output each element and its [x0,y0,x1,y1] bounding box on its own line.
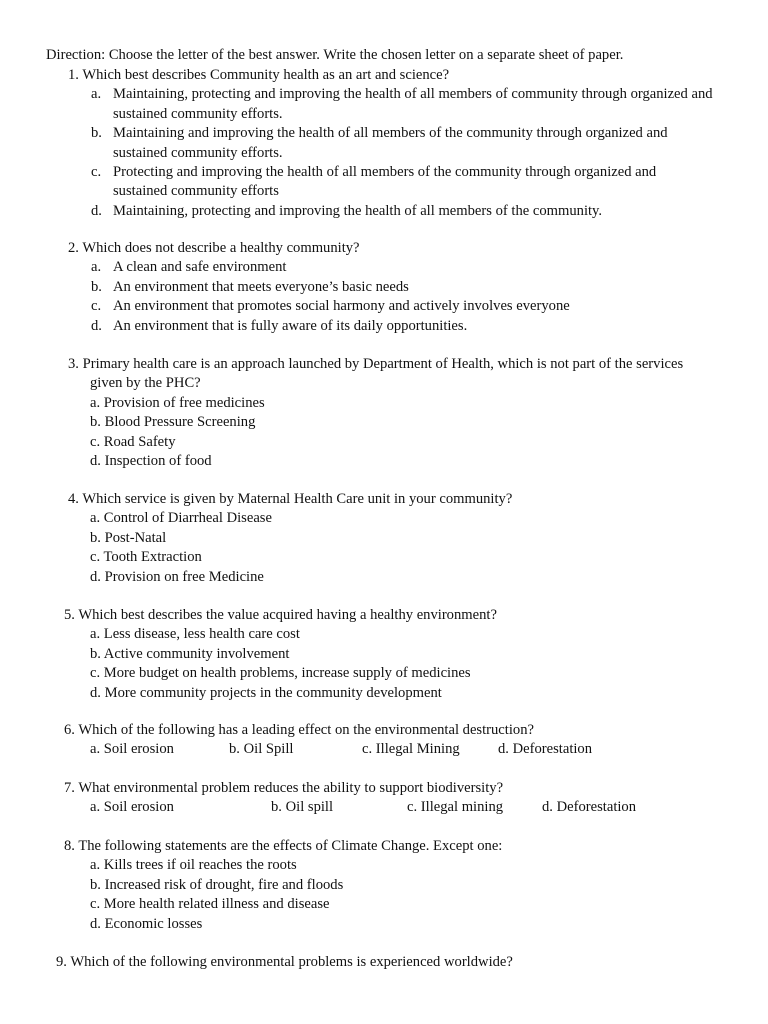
option-d: d. More community projects in the community development [90,684,442,701]
option-b: b. An environment that meets everyone’s basic needs [91,278,409,295]
option-c: c. An environment that promotes social harmony and actively involves everyone [91,298,570,315]
question-9 [56,953,513,972]
option-b: b. Post-Natal [90,529,167,546]
question-stem: 2. Which does not describe a healthy community? [68,240,360,256]
options-list [91,258,570,336]
options-list [90,856,502,934]
question-8 [64,837,502,934]
question-stem: 4. Which service is given by Maternal Health Care unit in your community? [68,491,513,507]
question-1 [68,66,713,221]
options-list [90,625,497,703]
question-2 [68,239,570,336]
question-stem-continued: given by the PHC? [90,375,201,392]
option-c: c. Illegal mining [407,799,504,816]
question-5 [64,606,497,703]
option-d: d. Deforestation [498,741,593,758]
question-6 [64,721,592,760]
option-c: c. Illegal Mining [362,741,460,758]
directions-text: Direction: Choose the letter of the best answer. Write the chosen letter on a separate sheet of paper. [46,47,624,63]
option-a: a. Soil erosion [90,741,174,758]
option-d: d. An environment that is fully aware of its daily opportunities. [91,317,468,334]
option-d: d. Economic losses [90,915,203,932]
option-c: c. More health related illness and disease [90,896,330,913]
question-stem: 8. The following statements are the effects of Climate Change. Except one: [64,838,503,854]
option-d: d. Provision on free Medicine [90,568,264,585]
option-b: b. Increased risk of drought, fire and floods [90,876,344,893]
question-3 [68,355,683,471]
option-a: a. Provision of free medicines [90,394,265,411]
question-stem: 3. Primary health care is an approach launched by Department of Health, which is not part of the services [68,356,684,372]
option-c: c. Road Safety [90,433,176,450]
question-stem: 6. Which of the following has a leading effect on the environmental destruction? [64,722,534,738]
option-d: d. Deforestation [542,799,637,816]
question-7 [64,779,636,818]
option-c: c. Tooth Extraction [90,549,202,566]
question-stem: 7. What environmental problem reduces the ability to support biodiversity? [64,780,504,796]
options-list [90,394,683,472]
option-c: c. More budget on health problems, increase supply of medicines [90,665,471,682]
option-a: a. Soil erosion [90,799,174,816]
question-stem: 1. Which best describes Community health as an art and science? [68,67,450,83]
option-b: b. Blood Pressure Screening [90,414,256,431]
option-b: b. Maintaining and improving the health of all members of the community through organized and sustained community efforts. [91,125,668,161]
options-row [90,740,592,759]
option-a: a. Maintaining, protecting and improving the health of all members of community through organized and sustained community efforts. [91,86,713,122]
option-a: a. Control of Diarrheal Disease [90,510,272,527]
question-stem: 9. Which of the following environmental problems is experienced worldwide? [56,954,513,970]
options-row [90,798,636,817]
option-c: c. Protecting and improving the health of all members of the community through organized and sustained community efforts [91,164,657,200]
option-d: d. Inspection of food [90,453,212,470]
question-4 [68,490,512,587]
option-b: b. Oil Spill [229,741,294,758]
option-d: d. Maintaining, protecting and improving the health of all members of the community. [91,202,603,219]
options-list [91,85,713,221]
option-b: b. Oil spill [271,799,334,816]
option-a: a. Kills trees if oil reaches the roots [90,857,297,874]
option-b: b. Active community involvement [90,645,290,662]
options-list [90,509,512,587]
question-stem: 5. Which best describes the value acquired having a healthy environment? [64,607,497,623]
option-a: a. A clean and safe environment [91,259,287,276]
option-a: a. Less disease, less health care cost [90,626,300,643]
